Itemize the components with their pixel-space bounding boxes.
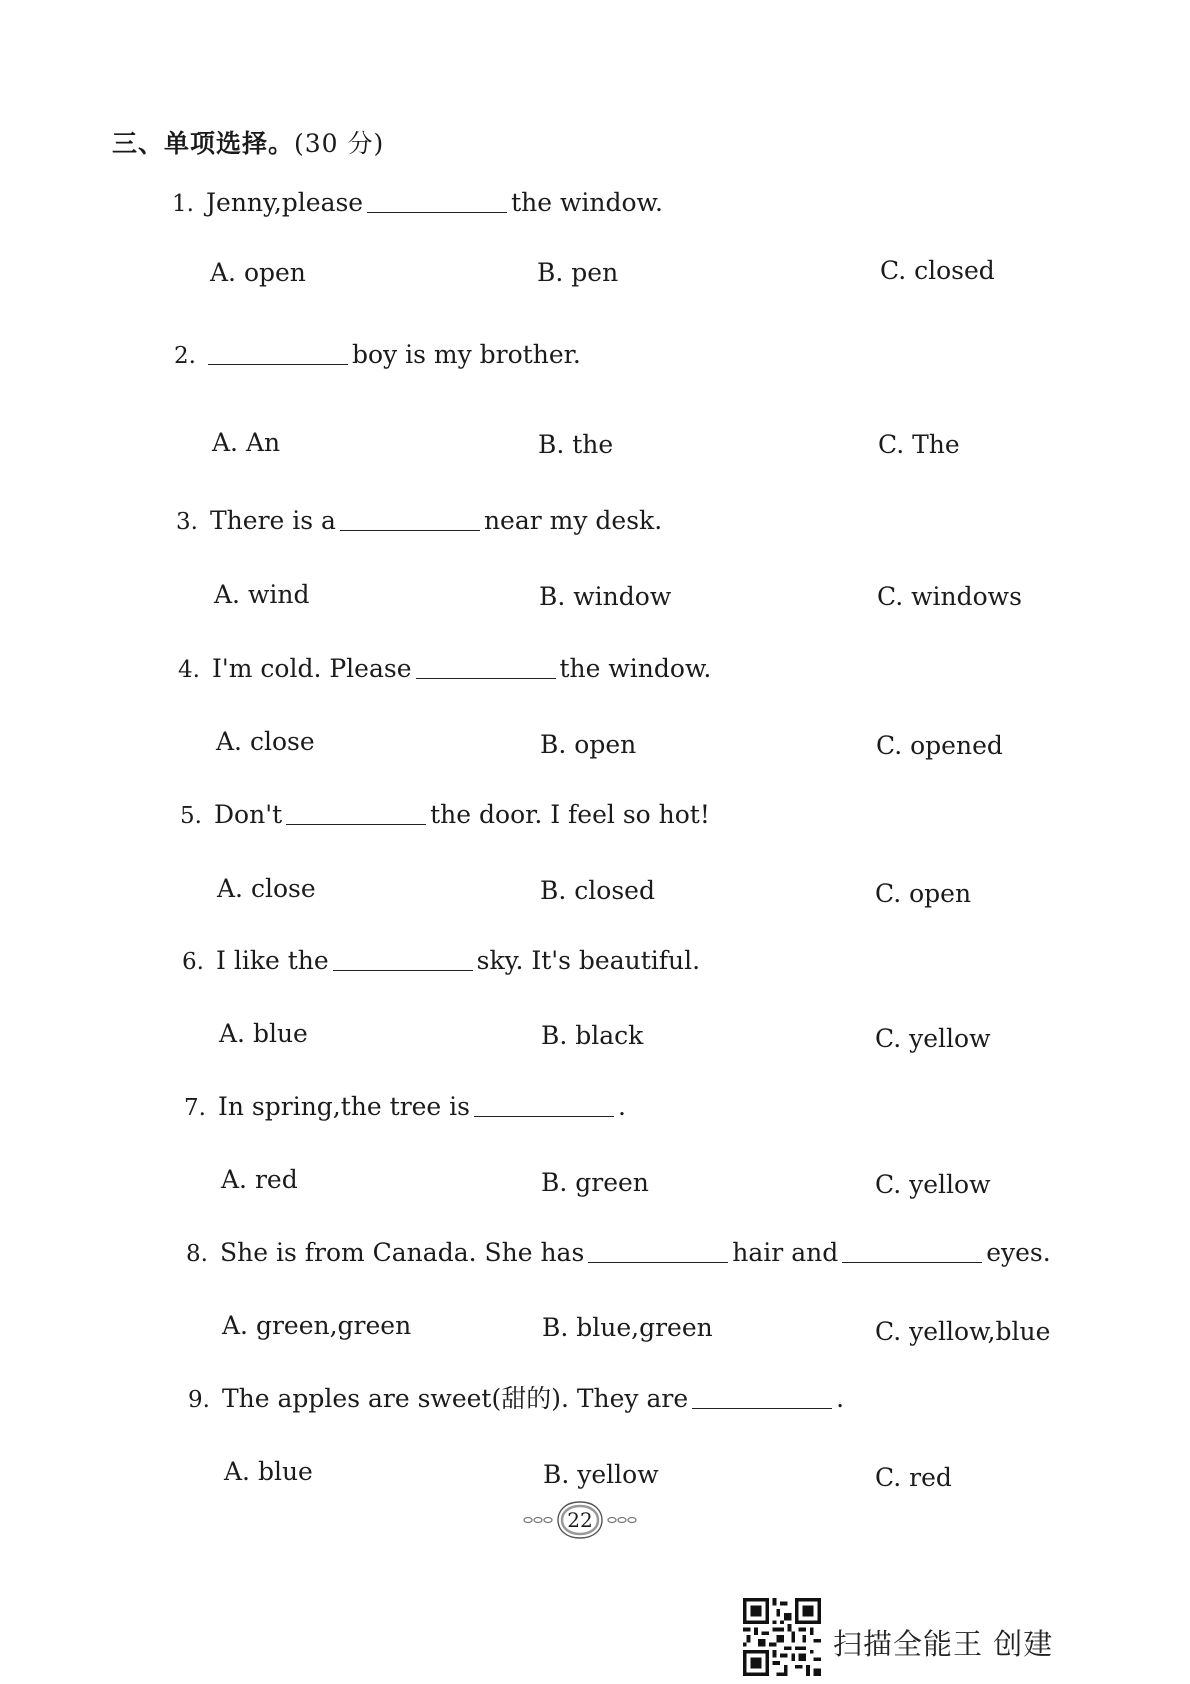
question-text-before: There is a (210, 506, 336, 535)
answer-blank[interactable] (340, 506, 480, 531)
section-title-text: 三、单项选择。 (112, 129, 295, 158)
option-b[interactable]: B. open (540, 730, 637, 759)
question-number: 5. (180, 803, 202, 829)
answer-blank[interactable] (208, 340, 348, 365)
answer-blank[interactable] (367, 188, 507, 213)
question-2 (174, 340, 581, 371)
page-number-text: 22 (567, 1508, 593, 1532)
question-number: 8. (186, 1241, 208, 1267)
question-text-before: The apples are sweet(甜的). They are (222, 1384, 689, 1413)
page-number (520, 1500, 640, 1540)
question-text-before: She is from Canada. She has (220, 1238, 585, 1267)
option-a[interactable]: A. wind (214, 580, 310, 609)
option-a[interactable]: A. green,green (222, 1311, 412, 1340)
scanner-brand-text: 扫描全能王 创建 (833, 1627, 1054, 1661)
question-text-before: Don't (214, 800, 283, 829)
option-b[interactable]: B. closed (540, 876, 655, 905)
question-number: 4. (178, 657, 200, 683)
question-text-before: I'm cold. Please (212, 654, 412, 683)
option-c[interactable]: C. yellow (875, 1024, 991, 1053)
answer-blank[interactable] (416, 654, 556, 679)
option-b[interactable]: B. the (538, 430, 614, 459)
section-title (112, 124, 384, 160)
option-b[interactable]: B. window (539, 582, 672, 611)
qr-code-icon (743, 1598, 821, 1676)
question-number: 9. (188, 1387, 210, 1413)
question-6 (182, 946, 700, 977)
question-text-after: the door. I feel so hot! (430, 800, 710, 829)
question-text-middle: hair and (732, 1238, 839, 1267)
question-text-after: sky. It's beautiful. (476, 946, 701, 975)
answer-blank[interactable] (286, 800, 426, 825)
answer-blank[interactable] (333, 946, 473, 971)
question-5 (180, 800, 710, 831)
option-b[interactable]: B. blue,green (542, 1313, 713, 1342)
answer-blank[interactable] (474, 1092, 614, 1117)
option-a[interactable]: A. close (217, 874, 316, 903)
question-text-before: Jenny,please (206, 188, 364, 217)
option-b[interactable]: B. pen (537, 258, 619, 287)
option-c[interactable]: C. windows (877, 582, 1022, 611)
question-text-after: the window. (511, 188, 663, 217)
question-number: 3. (176, 509, 198, 535)
question-number: 7. (184, 1095, 206, 1121)
option-c[interactable]: C. The (878, 430, 960, 459)
option-c[interactable]: C. opened (876, 731, 1003, 760)
question-number: 6. (182, 949, 204, 975)
option-a[interactable]: A. red (221, 1165, 298, 1194)
option-c[interactable]: C. red (875, 1463, 952, 1492)
question-text-after: . (618, 1092, 626, 1121)
question-text-after: boy is my brother. (352, 340, 581, 369)
question-text-before: In spring,the tree is (218, 1092, 471, 1121)
option-a[interactable]: A. close (216, 727, 315, 756)
question-3 (176, 506, 662, 537)
option-b[interactable]: B. black (541, 1021, 644, 1050)
option-b[interactable]: B. yellow (543, 1460, 659, 1489)
scanner-watermark (743, 1598, 1063, 1678)
question-text-before: I like the (216, 946, 329, 975)
question-text-after: the window. (559, 654, 712, 683)
question-number: 1. (172, 191, 194, 217)
option-b[interactable]: B. green (541, 1168, 649, 1197)
question-7 (184, 1092, 626, 1123)
answer-blank[interactable] (588, 1238, 728, 1263)
section-points: (30 分) (294, 129, 385, 158)
question-text-after: near my desk. (483, 506, 663, 535)
question-text-after: . (836, 1384, 845, 1413)
question-9 (188, 1384, 844, 1415)
question-number: 2. (174, 343, 196, 369)
question-8 (186, 1238, 1051, 1269)
question-4 (178, 654, 711, 685)
question-1 (172, 188, 663, 219)
option-c[interactable]: C. open (875, 879, 972, 908)
option-c[interactable]: C. closed (880, 256, 995, 285)
option-c[interactable]: C. yellow,blue (875, 1317, 1051, 1346)
answer-blank[interactable] (842, 1238, 982, 1263)
option-a[interactable]: A. An (212, 428, 281, 457)
question-text-after: eyes. (986, 1238, 1051, 1267)
option-a[interactable]: A. blue (219, 1019, 308, 1048)
answer-blank[interactable] (692, 1384, 832, 1409)
option-a[interactable]: A. blue (224, 1457, 313, 1486)
option-c[interactable]: C. yellow (875, 1170, 991, 1199)
option-a[interactable]: A. open (210, 258, 306, 287)
